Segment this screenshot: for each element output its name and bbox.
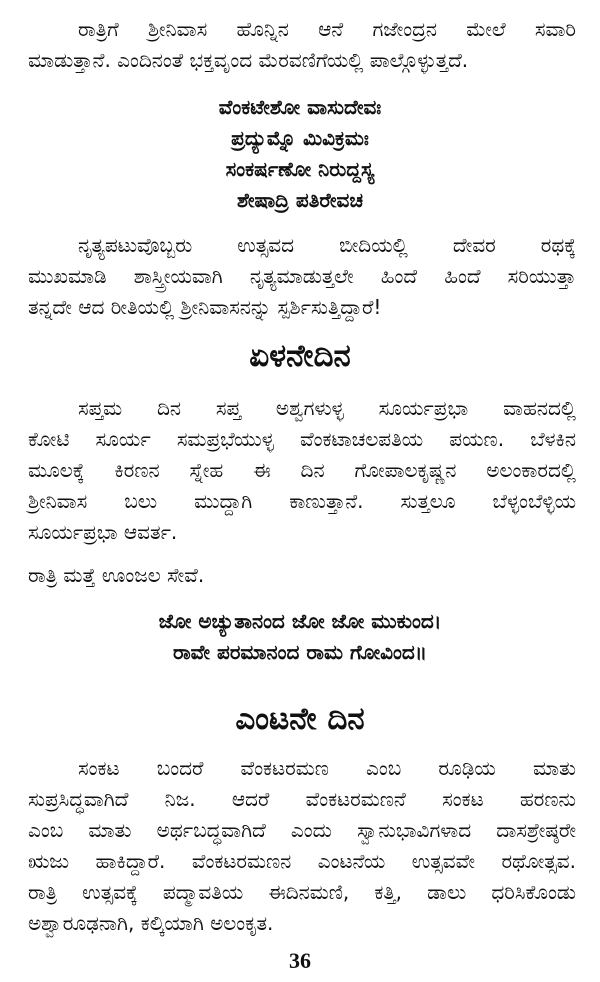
paragraph-line: ಎಂಬ ಮಾತು ಅರ್ಥಬದ್ಧವಾಗಿದೆ ಎಂದು ಸ್ವಾನುಭಾವಿಗಳಾದ ದಾಸಶ್ರೇಷ್ಠರೇ: [28, 818, 576, 842]
page-number: 36: [289, 948, 311, 973]
paragraph-dancer: [28, 230, 576, 323]
paragraph-line: ಮೂಲಕ್ಕೆ ಕಿರಣನ ಸ್ನೇಹ ಈ ದಿನ ಗೋಪಾಲಕೃಷ್ಣನ ಅಲಂಕಾರದಲ್ಲಿ: [28, 458, 576, 482]
paragraph-line: ಮುಖಮಾಡಿ ಶಾಸ್ತ್ರೀಯವಾಗಿ ನೃತ್ಯಮಾಡುತ್ತಲೇ ಹಿಂದೆ ಹಿಂದೆ ಸರಿಯುತ್ತಾ: [28, 264, 576, 288]
paragraph-garuda-procession: [28, 14, 576, 76]
verse-line: ಪ್ರದ್ಯುಮ್ನೊ ಮಿವಿಕ್ರಮಃ: [231, 126, 369, 150]
paragraph-line: ಋಜು ಹಾಕಿದ್ದಾರೆ. ವೆಂಕಟರಮಣನ ಎಂಟನೆಯ ಉತ್ಸವವೇ ರಥೋತ್ಸವ.: [28, 849, 576, 873]
verse-venkatesha: [0, 92, 600, 216]
verse-line: ಶೇಷಾದ್ರಿ ಪತಿರೇವಚ: [236, 188, 363, 212]
paragraph-line: ಸುಪ್ರಸಿದ್ಧವಾಗಿದೆ ನಿಜ. ಆದರೆ ವೆಂಕಟರಮಣನೆ ಸಂಕಟ ಹರಣನು: [28, 787, 576, 811]
paragraph-line: ನೃತ್ಯಪಟುವೊಬ್ಬರು ಉತ್ಸವದ ಬೀದಿಯಲ್ಲಿ ದೇವರ ರಥಕ್ಕೆ: [78, 233, 576, 257]
paragraph-line: ರಾತ್ರಿಗೆ ಶ್ರೀನಿವಾಸ ಹೊನ್ನಿನ ಆನೆ ಗಜೇಂದ್ರನ ಮೇಲೆ ಸವಾರಿ: [78, 17, 576, 41]
verse-lullaby: [0, 606, 600, 668]
line-unjala-seve: ರಾತ್ರಿ ಮತ್ತೆ ಊಂಜಲ ಸೇವೆ.: [28, 563, 205, 587]
verse-line: ಜೋ ಅಚ್ಯುತಾನಂದ ಜೋ ಜೋ ಮುಕುಂದ।: [158, 609, 442, 633]
verse-line: ರಾವೇ ಪರಮಾನಂದ ರಾಮ ಗೋವಿಂದ॥: [173, 640, 427, 664]
paragraph-line: ಸೂರ್ಯಪ್ರಭಾ ಆವರ್ತ.: [28, 520, 178, 544]
verse-line: ಸಂಕರ್ಷಣೋ ನಿರುದ್ದಸ್ಯ: [225, 157, 375, 181]
paragraph-line: ಮಾಡುತ್ತಾನೆ. ಎಂದಿನಂತೆ ಭಕ್ತವೃಂದ ಮೆರವಣಿಗೆಯಲ್ಲಿ ಪಾಲ್ಗೊಳ್ಳುತ್ತದೆ.: [28, 48, 469, 72]
paragraph-line: ಅಶ್ವಾರೂಢನಾಗಿ, ಕಲ್ಕಿಯಾಗಿ ಅಲಂಕೃತ.: [28, 911, 274, 935]
heading-eighth-day: ಎಂಟನೇ ದಿನ: [235, 701, 365, 737]
paragraph-surya-prabha: [28, 393, 576, 548]
verse-line: ವೆಂಕಟೇಶೋ ವಾಸುದೇವಃ: [218, 95, 382, 119]
paragraph-line: ರಾತ್ರಿ ಉತ್ಸವಕ್ಕೆ ಪದ್ಮಾವತಿಯ ಈದಿನಮಣಿ, ಕತ್ತಿ, ಡಾಲು ಧರಿಸಿಕೊಂಡು: [28, 880, 576, 904]
paragraph-line: ಶ್ರೀನಿವಾಸ ಬಲು ಮುದ್ದಾಗಿ ಕಾಣುತ್ತಾನೆ. ಸುತ್ತಲೂ ಬೆಳ್ಳಂಬೆಳ್ಳಿಯ: [28, 489, 576, 513]
paragraph-line: ಸಪ್ತಮ ದಿನ ಸಪ್ತ ಅಶ್ವಗಳುಳ್ಳ ಸೂರ್ಯಪ್ರಭಾ ವಾಹನದಲ್ಲಿ: [78, 396, 576, 420]
paragraph-line: ಕೋಟಿ ಸೂರ್ಯ ಸಮಪ್ರಭೆಯುಳ್ಳ ವೆಂಕಟಾಚಲಪತಿಯ ಪಯಣ. ಬೆಳಕಿನ: [28, 427, 576, 451]
heading-seventh-day: ಏಳನೇದಿನ: [249, 338, 351, 374]
paragraph-rathotsava: [28, 753, 576, 939]
paragraph-line: ಸಂಕಟ ಬಂದರೆ ವೆಂಕಟರಮಣ ಎಂಬ ರೂಢಿಯ ಮಾತು: [78, 756, 576, 780]
paragraph-line: ತನ್ನದೇ ಆದ ರೀತಿಯಲ್ಲಿ ಶ್ರೀನಿವಾಸನನ್ನು ಸ್ಪರ್ಶಿಸುತ್ತಿದ್ದಾರೆ!: [28, 295, 382, 319]
